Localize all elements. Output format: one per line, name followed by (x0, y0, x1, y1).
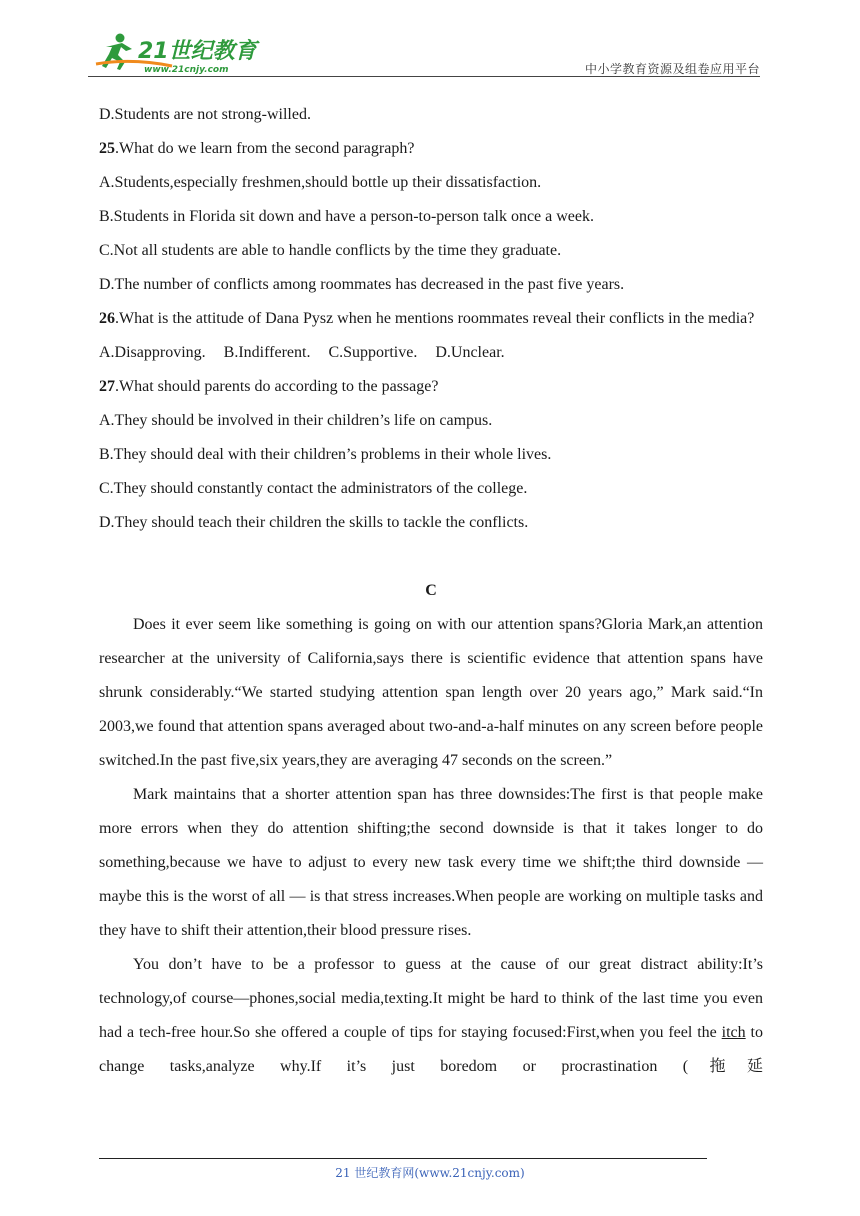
q26-option-a: A.Disapproving. (99, 344, 206, 361)
passage-c-paragraph-2: Mark maintains that a shorter attention span has three downsides:The first is that people make more errors when they do attention shifting;the second downside is that it takes longer to do something,because we have to adjust to every new task every time we shift;the third downside — maybe this is the worst of all — is that stress increases.When people are working on multiple tasks and they have to shift their attention,their blood pressure rises. (99, 786, 763, 939)
passage-c-paragraph-1: Does it ever seem like something is going on with our attention spans?Gloria Mark,an attention researcher at the university of California,says there is scientific evidence that attention spans have shrunk considerably.“We started studying attention span length over 20 years ago,” Mark said.“In 2003,we found that attention spans averaged about two-and-a-half minutes on any screen before people switched.In the past five,six years,they are averaging 47 seconds on the screen.” (99, 616, 763, 769)
q26-number: 26 (99, 310, 115, 327)
paragraph-3-text-start: You don’t have to be a professor to guess at the cause of our great distract ability:It’s technology,of course—phones,social media,texting.It might be hard to think of the last time you even had a tech-free hour.So she offered a couple of tips for staying focused:First,when you feel the (99, 956, 763, 1041)
logo-text: 21世纪教育 (138, 39, 257, 64)
q25-question (99, 132, 763, 166)
passage-c (99, 608, 763, 1084)
q26-text: .What is the attitude of Dana Pysz when he mentions roommates reveal their conflicts in the media? (115, 310, 755, 327)
q27-option-b: B.They should deal with their children’s problems in their whole lives. (99, 446, 552, 463)
q24-option-d: D.Students are not strong-willed. (99, 106, 311, 123)
q25-option-a: A.Students,especially freshmen,should bottle up their dissatisfaction. (99, 174, 542, 191)
header-platform-title: 中小学教育资源及组卷应用平台 (584, 62, 760, 76)
q27-number: 27 (99, 378, 115, 395)
q27-option-c: C.They should constantly contact the administrators of the college. (99, 480, 528, 497)
q25-number: 25 (99, 140, 115, 157)
q25-option-d: D.The number of conflicts among roommates has decreased in the past five years. (99, 276, 625, 293)
q27-text: .What should parents do according to the passage? (115, 378, 439, 395)
q25-option-c: C.Not all students are able to handle conflicts by the time they graduate. (99, 242, 562, 259)
q26-option-d: D.Unclear. (435, 344, 505, 361)
header-divider (88, 76, 760, 77)
q26-question (99, 302, 763, 336)
q27-option-a: A.They should be involved in their children’s life on campus. (99, 412, 493, 429)
q27-option-d: D.They should teach their children the skills to tackle the conflicts. (99, 514, 529, 531)
underlined-word-itch: itch (721, 1024, 746, 1041)
21cnjy-logo (92, 30, 262, 76)
passage-c-paragraph-3 (99, 948, 763, 1084)
section-c-title: C (425, 582, 437, 599)
q26-option-b: B.Indifferent. (223, 344, 311, 361)
page-footer: 21 世纪教育网(www.21cnjy.com) (335, 1166, 525, 1180)
page-content (99, 98, 763, 1084)
paragraph-3-text-end: to change tasks,analyze why.If it’s just boredom or procrastination (拖延 (99, 1024, 763, 1075)
footer-divider (99, 1158, 707, 1159)
q27-question (99, 370, 763, 404)
logo-url: www.21cnjy.com (144, 65, 229, 75)
q26-option-c: C.Supportive. (328, 344, 418, 361)
q25-option-b: B.Students in Florida sit down and have a person-to-person talk once a week. (99, 208, 594, 225)
q26-options (99, 336, 763, 370)
q25-text: .What do we learn from the second paragraph? (115, 140, 415, 157)
page-header (88, 30, 760, 78)
